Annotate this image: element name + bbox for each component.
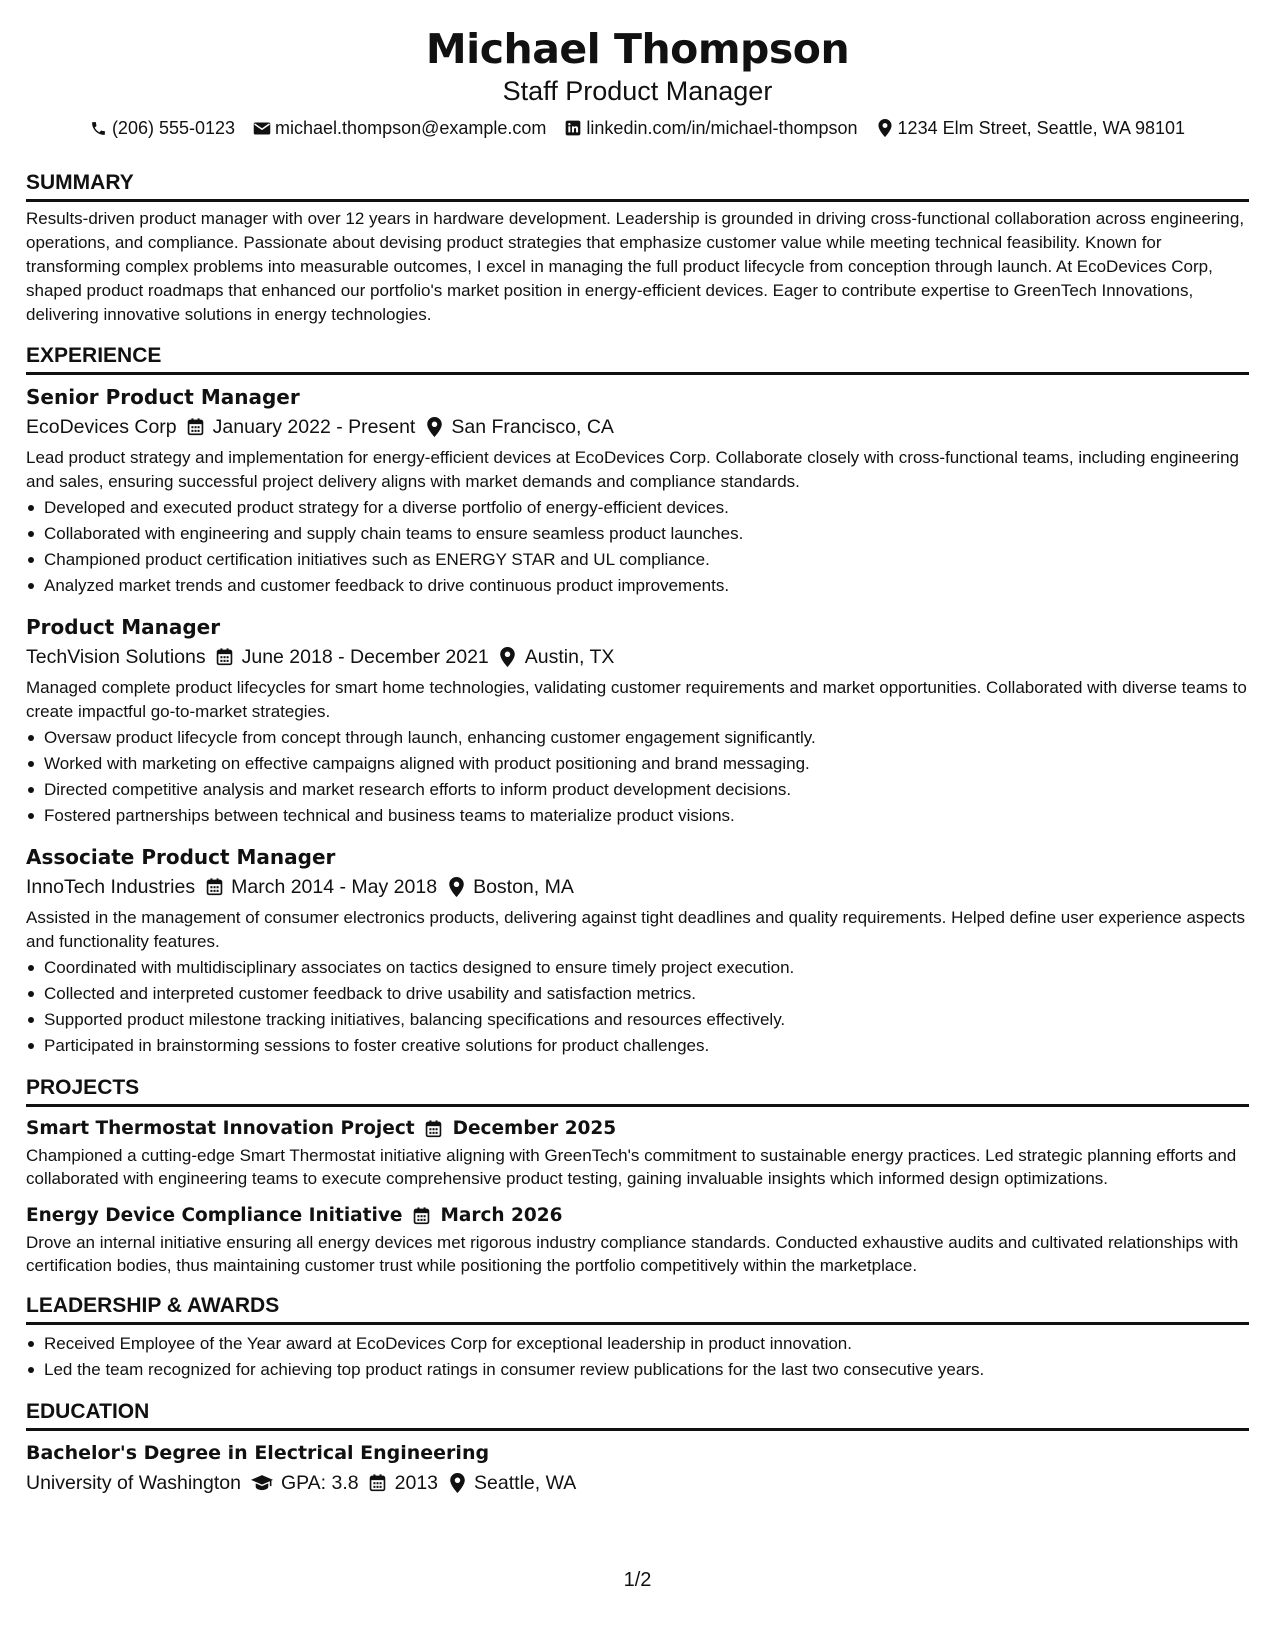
contact-phone[interactable] xyxy=(90,116,235,140)
job-meta xyxy=(26,872,1249,902)
graduation-cap-icon xyxy=(251,1474,273,1492)
contact-email[interactable] xyxy=(253,116,546,140)
education-entry xyxy=(26,1439,1249,1498)
project-entry xyxy=(26,1115,1249,1190)
job-location xyxy=(499,642,615,672)
job-bullet: Developed and executed product strategy for a diverse portfolio of energy-efficient devices. xyxy=(44,495,1249,521)
job-bullets xyxy=(26,495,1249,599)
job-bullets xyxy=(26,725,1249,829)
resume-header xyxy=(26,0,1249,140)
job-bullet: Fostered partnerships between technical and business teams to materialize product visions. xyxy=(44,803,1249,829)
education-section xyxy=(26,1399,1249,1498)
job-dates-text: January 2022 - Present xyxy=(212,416,416,438)
year-text: 2013 xyxy=(394,1472,439,1494)
job-bullet: Worked with marketing on effective campaigns aligned with product positioning and brand messaging. xyxy=(44,751,1249,777)
job-dates xyxy=(187,412,416,442)
job-dates xyxy=(205,872,437,902)
summary-heading: SUMMARY xyxy=(26,170,1249,202)
job-title: Product Manager xyxy=(26,615,221,639)
job-location-text: San Francisco, CA xyxy=(451,416,614,438)
job-bullet: Analyzed market trends and customer feedback to drive continuous product improvements. xyxy=(44,573,1249,599)
map-pin-icon xyxy=(448,1474,466,1492)
contact-bar xyxy=(26,116,1249,140)
candidate-name: Michael Thompson xyxy=(425,25,850,73)
project-date: March 2026 xyxy=(440,1205,563,1226)
job-location xyxy=(447,872,574,902)
leadership-bullet: Received Employee of the Year award at EcoDevices Corp for exceptional leadership in product innovation. xyxy=(44,1331,1249,1357)
job-bullet: Directed competitive analysis and market research efforts to inform product development decisions. xyxy=(44,777,1249,803)
project-description: Drove an internal initiative ensuring all energy devices met rigorous industry compliance standards. Conducted exhaustive audits and cultivated relationships with certification bodies, thus maintaining customer trust while positioning the portfolio competitively within the marketplace. xyxy=(26,1233,1239,1275)
candidate-title: Staff Product Manager xyxy=(502,76,773,106)
email-text: michael.thompson@example.com xyxy=(275,118,547,138)
projects-section xyxy=(26,1075,1249,1277)
project-date: December 2025 xyxy=(452,1118,617,1139)
calendar-icon xyxy=(187,418,205,436)
job-company: InnoTech Industries xyxy=(26,876,196,898)
job-description: Lead product strategy and implementation for energy-efficient devices at EcoDevices Corp. Collaborate closely with cross-functional teams, including engineering and sales, ensuring successful project delivery aligns with market demands and compliance standards. xyxy=(26,448,1239,491)
phone-icon xyxy=(90,119,108,137)
job-dates xyxy=(216,642,489,672)
phone-text: (206) 555-0123 xyxy=(111,118,236,138)
project-description: Championed a cutting-edge Smart Thermostat initiative aligning with GreenTech's commitment to sustainable energy practices. Led strategic planning efforts and collaborated with engineering teams to execute comprehensive product testing, gaining invaluable insights which informed design optimizations. xyxy=(26,1146,1237,1188)
leadership-bullets xyxy=(26,1331,1249,1383)
job-location-text: Boston, MA xyxy=(473,876,574,898)
school-name: University of Washington xyxy=(26,1472,241,1494)
calendar-icon xyxy=(412,1207,430,1225)
project-header xyxy=(26,1202,1249,1230)
gpa-text: GPA: 3.8 xyxy=(280,1472,359,1494)
contact-address xyxy=(876,116,1186,140)
education-gpa xyxy=(251,1468,359,1498)
job-bullet: Participated in brainstorming sessions to foster creative solutions for product challenges. xyxy=(44,1033,1249,1059)
job-bullet: Oversaw product lifecycle from concept through launch, enhancing customer engagement significantly. xyxy=(44,725,1249,751)
leadership-section xyxy=(26,1293,1249,1383)
education-heading: EDUCATION xyxy=(26,1399,1249,1431)
envelope-icon xyxy=(253,119,271,137)
job-bullet: Collected and interpreted customer feedback to drive usability and satisfaction metrics. xyxy=(44,981,1249,1007)
job-meta xyxy=(26,412,1249,442)
education-year xyxy=(369,1468,438,1498)
job-description: Managed complete product lifecycles for smart home technologies, validating customer requirements and market opportunities. Collaborated with diverse teams to create impactful go-to-market strategies. xyxy=(26,678,1247,721)
job-company: TechVision Solutions xyxy=(26,646,206,668)
job-bullet: Coordinated with multidisciplinary associates on tactics designed to ensure timely project execution. xyxy=(44,955,1249,981)
education-location xyxy=(448,1468,576,1498)
job-entry xyxy=(26,383,1249,599)
calendar-icon xyxy=(425,1120,443,1138)
project-name: Energy Device Compliance Initiative xyxy=(26,1205,403,1226)
linkedin-icon xyxy=(564,119,582,137)
project-entry xyxy=(26,1202,1249,1277)
leadership-heading: LEADERSHIP & AWARDS xyxy=(26,1293,1249,1325)
map-pin-icon xyxy=(447,878,465,896)
job-entry xyxy=(26,613,1249,829)
contact-linkedin[interactable] xyxy=(564,116,857,140)
page-number: 1/2 xyxy=(623,1569,652,1591)
calendar-icon xyxy=(369,1474,387,1492)
job-dates-text: March 2014 - May 2018 xyxy=(231,876,438,898)
project-header xyxy=(26,1115,1249,1143)
map-pin-icon xyxy=(876,119,894,137)
job-title: Senior Product Manager xyxy=(26,385,300,409)
experience-heading: EXPERIENCE xyxy=(26,343,1249,375)
projects-heading: PROJECTS xyxy=(26,1075,1249,1107)
calendar-icon xyxy=(216,648,234,666)
job-dates-text: June 2018 - December 2021 xyxy=(241,646,489,668)
job-location-text: Austin, TX xyxy=(524,646,615,668)
linkedin-text: linkedin.com/in/michael-thompson xyxy=(586,118,858,138)
job-location xyxy=(425,412,614,442)
summary-section xyxy=(26,170,1249,327)
address-text: 1234 Elm Street, Seattle, WA 98101 xyxy=(897,118,1186,138)
calendar-icon xyxy=(205,878,223,896)
experience-section xyxy=(26,343,1249,1059)
map-pin-icon xyxy=(499,648,517,666)
job-meta xyxy=(26,642,1249,672)
job-title: Associate Product Manager xyxy=(26,845,336,869)
education-location-text: Seattle, WA xyxy=(474,1472,577,1494)
job-bullet: Supported product milestone tracking initiatives, balancing specifications and resources effectively. xyxy=(44,1007,1249,1033)
job-company: EcoDevices Corp xyxy=(26,416,177,438)
education-meta xyxy=(26,1468,1249,1498)
degree-title: Bachelor's Degree in Electrical Engineering xyxy=(26,1442,490,1464)
job-bullet: Collaborated with engineering and supply chain teams to ensure seamless product launches. xyxy=(44,521,1249,547)
leadership-bullet: Led the team recognized for achieving top product ratings in consumer review publications for the last two consecutive years. xyxy=(44,1357,1249,1383)
project-name: Smart Thermostat Innovation Project xyxy=(26,1118,415,1139)
map-pin-icon xyxy=(425,418,443,436)
job-bullets xyxy=(26,955,1249,1059)
job-description: Assisted in the management of consumer electronics products, delivering against tight deadlines and quality requirements. Helped define user experience aspects and functionality features. xyxy=(26,908,1246,951)
job-entry xyxy=(26,843,1249,1059)
job-bullet: Championed product certification initiatives such as ENERGY STAR and UL compliance. xyxy=(44,547,1249,573)
summary-text: Results-driven product manager with over 12 years in hardware development. Leadership is grounded in driving cross-functional collaboration across engineering, operations, and compliance. Passionate about devising product strategies that emphasize customer value while meeting technical feasibility. Known for transforming complex problems into measurable outcomes, I excel in managing the full product lifecycle from conception through launch. At EcoDevices Corp, shaped product roadmaps that enhanced our portfolio's market position in energy-efficient devices. Eager to contribute expertise to GreenTech Innovations, delivering innovative solutions in energy technologies. xyxy=(26,209,1245,324)
